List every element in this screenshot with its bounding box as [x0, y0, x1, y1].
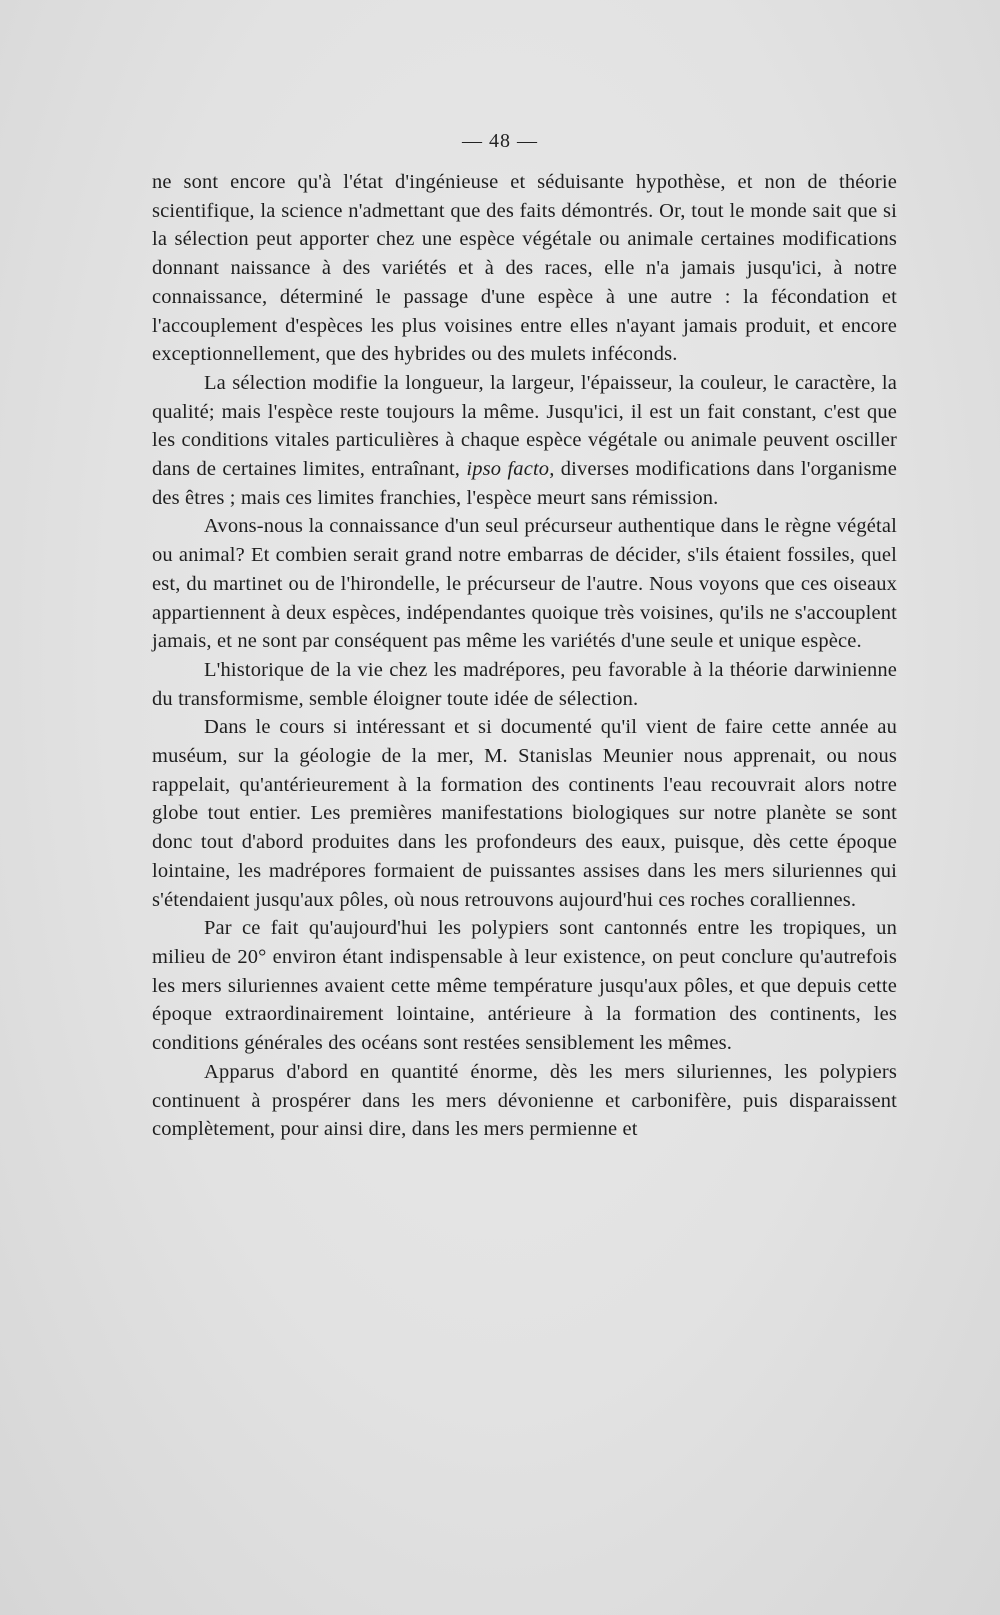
- paragraph-2-text-start: La sélection modifie la longueur, la largeur, l'épaisseur, la couleur, le caractère, la qualité; mais l'espèce reste toujours la même. Jusqu'ici, il est un fait constant, c'est que les conditions vitales particulières à chaque espèce végétale ou animale peuvent osciller dans de certaines limites, entraînant,: [152, 371, 897, 481]
- body-text: [152, 168, 897, 1144]
- page-number: — 48 —: [462, 130, 538, 152]
- paragraph-7: Apparus d'abord en quantité énorme, dès les mers siluriennes, les polypiers continuent à prospérer dans les mers dévonienne et carbonifère, puis disparaissent complètement, pour ainsi dire, dans les mers permienne et: [152, 1060, 897, 1141]
- paragraph-4: L'historique de la vie chez les madrépores, peu favorable à la théorie darwinienne du transformisme, semble éloigner toute idée de sélection.: [152, 658, 897, 710]
- paragraph-2-text-end: diverses modifications dans l'organisme des êtres ; mais ces limites franchies, l'espèce meurt sans rémission.: [152, 458, 897, 509]
- paragraph-2-italic-phrase: ipso facto,: [466, 458, 555, 481]
- paragraph-5: Dans le cours si intéressant et si documenté qu'il vient de faire cette année au muséum, sur la géologie de la mer, M. Stanislas Meunier nous apprenait, ou nous rappelait, qu'antérieurement à la formation des continents l'eau recouvrait alors notre globe tout entier. Les premières manifestations biologiques sur notre planète se sont donc tout d'abord produites dans les profondeurs des eaux, puisque, dès cette époque lointaine, les madrépores formaient de puissantes assises dans les mers siluriennes qui s'étendaient jusqu'aux pôles, où nous retrouvons aujourd'hui ces roches coralliennes.: [152, 716, 897, 911]
- paragraph-2: [152, 369, 897, 513]
- paragraph-6: Par ce fait qu'aujourd'hui les polypiers sont cantonnés entre les tropiques, un milieu de 20° environ étant indispensable à leur existence, on peut conclure qu'autrefois les mers siluriennes avaient cette même température jusqu'aux pôles, et que depuis cette époque extraordinairement lointaine, antérieure à la formation des continents, les conditions générales des océans sont restées sensiblement les mêmes.: [152, 917, 897, 1055]
- paragraph-3: Avons-nous la connaissance d'un seul précurseur authentique dans le règne végétal ou animal? Et combien serait grand notre embarras de décider, s'ils étaient fossiles, quel est, du martinet ou de l'hirondelle, le précurseur de l'autre. Nous voyons que ces oiseaux appartiennent à deux espèces, indépendantes quoique très voisines, qu'ils ne s'accouplent jamais, et ne sont par conséquent pas même les variétés d'une seule et unique espèce.: [152, 515, 897, 653]
- paragraph-1: ne sont encore qu'à l'état d'ingénieuse et séduisante hypothèse, et non de théorie scientifique, la science n'admettant que des faits démontrés. Or, tout le monde sait que si la sélection peut apporter chez une espèce végétale ou animale certaines modifications donnant naissance à des variétés et à des races, elle n'a jamais jusqu'ici, à notre connaissance, déterminé le passage d'une espèce à une autre : la fécondation et l'accouplement d'espèces les plus voisines entre elles n'ayant jamais produit, et encore exceptionnellement, que des hybrides ou des mulets inféconds.: [152, 171, 897, 366]
